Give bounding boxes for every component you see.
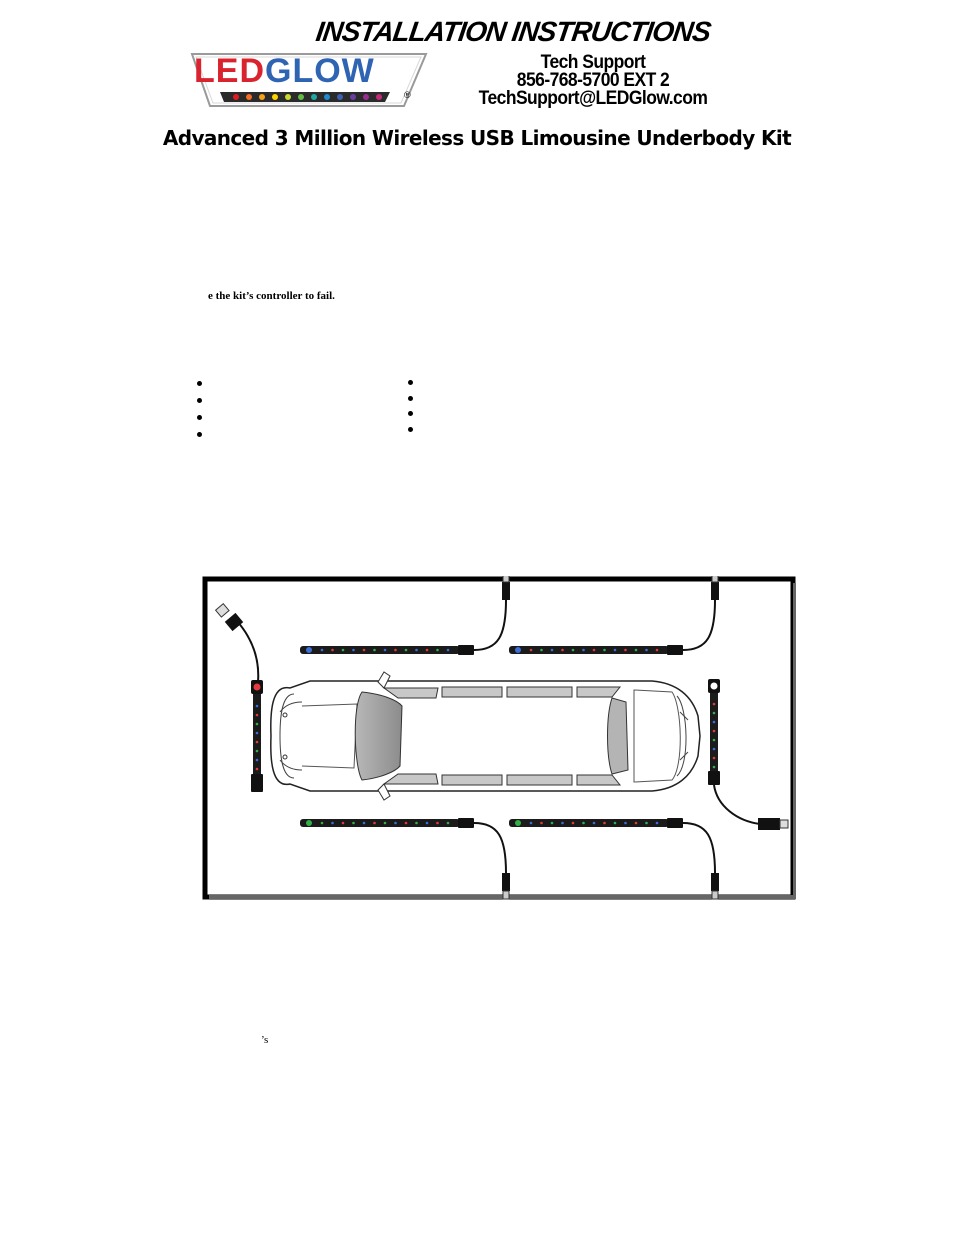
- kit-layout-illustration: [202, 576, 796, 900]
- installation-instructions-heading: INSTALLATION INSTRUCTIONS: [314, 16, 713, 47]
- led-icon: [436, 822, 439, 825]
- logo-dot-icon: [285, 94, 291, 100]
- led-icon: [256, 768, 259, 771]
- led-icon: [635, 822, 638, 825]
- led-icon: [645, 822, 648, 825]
- led-icon: [540, 822, 543, 825]
- led-icon: [426, 649, 429, 652]
- led-icon: [436, 649, 439, 652]
- led-icon: [713, 757, 716, 760]
- led-icon: [582, 822, 585, 825]
- led-icon: [603, 822, 606, 825]
- led-icon: [713, 712, 716, 715]
- led-icon: [572, 649, 575, 652]
- led-icon: [256, 705, 259, 708]
- led-icon: [551, 649, 554, 652]
- led-icon: [342, 822, 345, 825]
- led-icon: [572, 822, 575, 825]
- led-icon: [342, 649, 345, 652]
- logo-dot-icon: [337, 94, 343, 100]
- led-icon: [373, 649, 376, 652]
- led-icon: [530, 822, 533, 825]
- bullet-icon: [197, 381, 202, 386]
- tech-support-email: TechSupport@LEDGlow.com: [478, 88, 708, 109]
- bullet-icon: [408, 396, 413, 401]
- led-icon: [306, 647, 312, 653]
- ledglow-logo: [190, 50, 430, 110]
- led-icon: [363, 822, 366, 825]
- logo-dot-icon: [324, 94, 330, 100]
- logo-dot-icon: [246, 94, 252, 100]
- led-icon: [645, 649, 648, 652]
- led-icon: [256, 750, 259, 753]
- bullet-icon: [197, 398, 202, 403]
- possessive-fragment: ’s: [261, 1034, 269, 1046]
- led-icon: [593, 649, 596, 652]
- led-icon: [624, 822, 627, 825]
- led-icon: [256, 732, 259, 735]
- led-icon: [415, 822, 418, 825]
- led-icon: [713, 739, 716, 742]
- document-title: Advanced 3 Million Wireless USB Limousine Underbody Kit: [162, 126, 792, 150]
- led-icon: [405, 649, 408, 652]
- logo-text-led: LED: [194, 52, 265, 90]
- led-icon: [540, 649, 543, 652]
- logo-dot-icon: [311, 94, 317, 100]
- logo-dot-icon: [376, 94, 382, 100]
- led-icon: [656, 649, 659, 652]
- led-icon: [561, 822, 564, 825]
- led-icon: [415, 649, 418, 652]
- limousine-kit-diagram: [202, 576, 796, 900]
- led-icon: [321, 649, 324, 652]
- logo-dot-icon: [363, 94, 369, 100]
- led-icon: [530, 649, 533, 652]
- led-icon: [331, 649, 334, 652]
- led-icon: [256, 759, 259, 762]
- led-icon: [713, 703, 716, 706]
- led-icon: [394, 649, 397, 652]
- bullet-icon: [408, 380, 413, 385]
- led-icon: [352, 649, 355, 652]
- bullet-icon: [408, 427, 413, 432]
- bullet-icon: [408, 411, 413, 416]
- led-icon: [713, 721, 716, 724]
- led-icon: [331, 822, 334, 825]
- led-icon: [713, 730, 716, 733]
- led-icon: [352, 822, 355, 825]
- tech-support-block: [472, 54, 713, 108]
- led-icon: [515, 647, 521, 653]
- led-icon: [256, 723, 259, 726]
- led-icon: [624, 649, 627, 652]
- logo-wordmark: [194, 52, 375, 91]
- led-icon: [713, 748, 716, 751]
- led-icon: [447, 649, 450, 652]
- led-icon: [306, 820, 312, 826]
- logo-dot-icon: [298, 94, 304, 100]
- led-icon: [515, 820, 521, 826]
- limousine-icon: [271, 672, 700, 800]
- led-icon: [426, 822, 429, 825]
- led-icon: [384, 822, 387, 825]
- led-icon: [256, 741, 259, 744]
- warning-fragment: e the kit’s controller to fail.: [208, 290, 335, 302]
- led-icon: [656, 822, 659, 825]
- led-icon: [363, 649, 366, 652]
- logo-dot-icon: [259, 94, 265, 100]
- registered-mark: ®: [404, 90, 411, 100]
- led-icon: [614, 649, 617, 652]
- logo-dot-icon: [233, 94, 239, 100]
- led-icon: [582, 649, 585, 652]
- led-icon: [713, 766, 716, 769]
- tech-support-phone: 856-768-5700 EXT 2: [516, 70, 670, 91]
- led-icon: [405, 822, 408, 825]
- logo-dot-icon: [350, 94, 356, 100]
- led-icon: [321, 822, 324, 825]
- led-icon: [373, 822, 376, 825]
- led-icon: [593, 822, 596, 825]
- led-icon: [256, 714, 259, 717]
- bullet-icon: [197, 415, 202, 420]
- led-icon: [561, 649, 564, 652]
- led-icon: [551, 822, 554, 825]
- led-icon: [384, 649, 387, 652]
- led-icon: [603, 649, 606, 652]
- led-icon: [635, 649, 638, 652]
- led-icon: [394, 822, 397, 825]
- tech-support-label: Tech Support: [540, 52, 646, 73]
- led-icon: [447, 822, 450, 825]
- bullet-icon: [197, 432, 202, 437]
- logo-dot-icon: [272, 94, 278, 100]
- led-icon: [614, 822, 617, 825]
- logo-text-glow: GLOW: [265, 52, 375, 90]
